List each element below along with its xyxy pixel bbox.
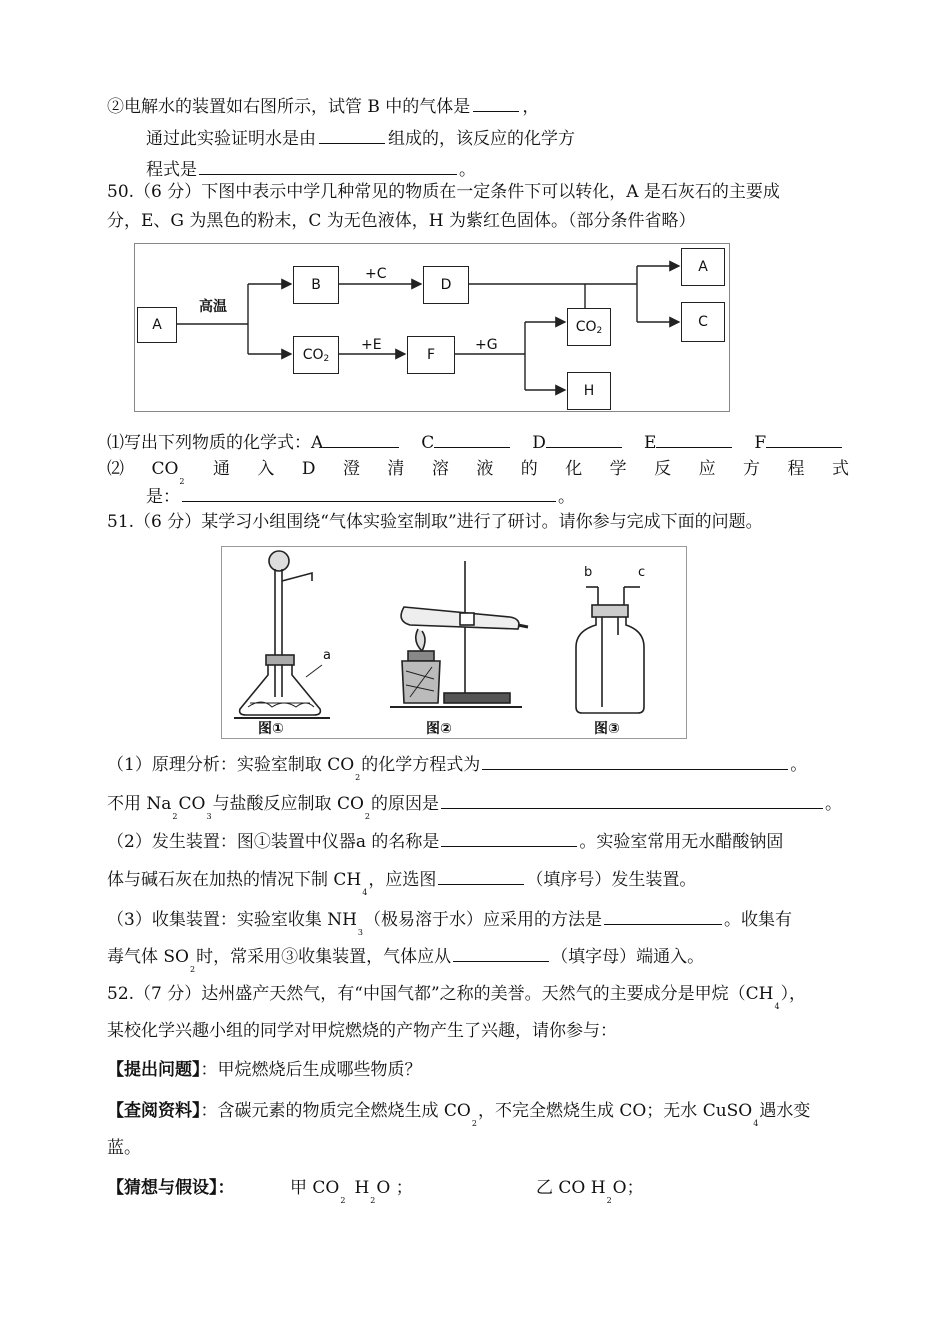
q50-line1: 50.（6 分）下图中表示中学几种常见的物质在一定条件下可以转化，A 是石灰石的主要成 [107,182,780,202]
q49-line2-end: 组成的，该反应的化学方 [388,129,575,149]
box-co2-second-sub: 2 [596,326,603,336]
q50-sub2-word: 入 [257,459,275,479]
blank-formula-f[interactable] [766,430,842,448]
blank-gas-b[interactable] [473,94,519,112]
blank-reason[interactable] [441,791,823,809]
box-f: F [407,336,455,374]
q49-line3-end: 。 [459,160,476,180]
q50-sub2-end-period: 。 [558,487,575,507]
q50-sub2-line [107,458,849,486]
q52-line4-sub2: 4 [753,1119,759,1128]
blank-formula-c[interactable] [434,430,510,448]
guess-yi-sub: 2 [606,1196,612,1205]
label-plus-e: +E [361,337,382,353]
label-port-b: b [584,565,593,580]
q52-line4-sub1: 2 [471,1119,477,1128]
q51-p4-text: 体与碱石灰在加热的情况下制 CH [107,870,362,890]
q50-sub1-d: D [532,433,546,453]
q51-p1-end: 。 [790,755,808,775]
q51-p4-text3: （填序号）发生装置。 [526,870,697,890]
box-co2-first [293,336,339,374]
q51-p4 [107,867,697,897]
q49-line2 [146,126,575,150]
q51-p2 [107,791,843,821]
box-a-output: A [681,248,725,286]
blank-port-letter[interactable] [453,944,549,962]
caption-fig1: 图① [258,721,284,737]
q49-line1-text: ②电解水的装置如右图所示，试管 B 中的气体是 [107,97,471,117]
q51-p1-sub: 2 [355,773,361,782]
label-plus-c: +C [365,266,387,282]
q51-p2-text: 不用 Na [107,794,172,814]
q52-line1-text: 52.（7 分）达州盛产天然气，有“中国气都”之称的美誉。天然气的主要成分是甲烷（CH [107,984,774,1004]
blank-co2-lab-equation[interactable] [482,752,788,770]
blank-instrument-name[interactable] [441,829,577,847]
guess-jia-sub1: 2 [340,1196,346,1205]
q52-line4-text3: 遇水变 [759,1101,811,1121]
q51-p2-text4: 的原因是 [371,794,440,814]
q51-p4-text2: ，应选图 [368,870,437,890]
blank-formula-e[interactable] [656,430,732,448]
q50-sub2-word: 反 [654,459,672,479]
blank-co2-equation[interactable] [182,484,556,502]
q51-p2-text3: 与盐酸反应制取 CO [212,794,364,814]
q52-line4-text2: ，不完全燃烧生成 CO；无水 CuSO [477,1101,753,1121]
label-port-c: c [638,565,646,580]
box-co2-second-text: CO [575,319,597,335]
q50-sub2-word: 澄 [342,459,360,479]
guess-jia [290,1177,413,1205]
q50-sub2-word: 学 [609,459,627,479]
q51-p2-text2: CO [178,794,206,814]
blank-equation[interactable] [199,157,457,175]
q51-p6-text2: 时，常采用③收集装置，气体应从 [196,947,452,967]
box-a-start: A [137,307,177,343]
q50-sub1-e: E [643,433,657,453]
apparatus-figure [221,546,687,739]
q52-line4 [107,1100,811,1128]
box-co2-first-sub: 2 [323,354,330,364]
guess-yi-text2: O； [612,1178,644,1198]
q52-line1 [107,983,807,1011]
q50-sub2-num: ⑵ [107,459,124,479]
q50-sub2-word: 方 [743,459,761,479]
q49-line3-text: 程式是 [146,160,197,180]
blank-collection-method[interactable] [604,907,722,925]
q50-sub2-word: D [301,459,316,479]
guess-jia-text3: O ； [376,1178,413,1198]
box-co2-first-text: CO [302,347,324,363]
q51-p6-sub: 2 [190,965,196,974]
guess-jia-text: 甲 CO [290,1178,340,1198]
q51-p2-end: 。 [825,794,843,814]
q51-p3-text: （2）发生装置：图①装置中仪器a 的名称是 [107,832,440,852]
q49-line1 [107,94,539,118]
q51-p5-text: （3）收集装置：实验室收集 NH [107,910,357,930]
q52-line1-end: ）， [780,984,807,1004]
caption-fig2: 图② [426,721,452,737]
q51-p3 [107,829,783,853]
q50-sub2-word: 通 [212,459,230,479]
q50-sub2-co2-sub: 2 [179,477,185,486]
q52-line5: 蓝。 [107,1138,141,1158]
q52-heading-reference: 【查阅资料】 [107,1101,201,1121]
q51-p1-text: （1）原理分析：实验室制取 CO [107,755,355,775]
q51-p5-text3: 。收集有 [724,910,793,930]
q50-sub2-word: 清 [387,459,405,479]
caption-fig3: 图③ [594,721,620,737]
q50-sub2-co: CO [151,459,179,479]
apparatus-drawing [222,547,686,738]
q49-line2-text: 通过此实验证明水是由 [146,129,316,149]
q50-sub1-lead: ⑴写出下列物质的化学式：A [107,433,324,453]
q51-p5 [107,907,793,937]
blank-water-composition[interactable] [319,126,385,144]
label-instrument-a: a [323,648,331,663]
q50-sub1-f: F [754,433,767,453]
q50-line2: 分，E、G 为黑色的粉末，C 为无色液体，H 为紫红色固体。（部分条件省略） [107,211,696,231]
q50-sub2-word: 的 [520,459,538,479]
blank-formula-a[interactable] [323,430,399,448]
box-d: D [423,266,469,304]
q50-sub2-word: 化 [565,459,583,479]
q52-line3 [107,1059,422,1081]
q50-sub2-word: 程 [787,459,805,479]
q50-sub2-word: 液 [476,459,494,479]
guess-jia-text2: H [354,1178,370,1198]
q52-line4-text: ：含碳元素的物质完全燃烧生成 CO [200,1101,471,1121]
q51-intro: 51.（6 分）某学习小组围绕“气体实验室制取”进行了研讨。请你参与完成下面的问题。 [107,512,763,532]
q51-p6-text: 毒气体 SO [107,947,189,967]
q51-p1 [107,752,808,782]
guess-yi [536,1177,644,1205]
q52-line3-body: ：甲烷燃烧后生成哪些物质？ [200,1060,422,1080]
q52-line1-sub: 4 [774,1002,780,1011]
q52-line6 [107,1177,235,1199]
guess-yi-text: 乙 CO H [536,1178,606,1198]
q51-p1-text2: 的化学方程式为 [361,755,481,775]
q50-sub2-word: 式 [831,459,849,479]
q51-p2-sub1: 2 [172,812,178,821]
q50-sub1-c: C [421,433,435,453]
q51-p3-text2: 。实验室常用无水醋酸钠固 [579,832,784,852]
label-plus-g: +G [475,337,498,353]
blank-formula-d[interactable] [546,430,622,448]
q49-line3 [146,157,476,181]
box-b: B [293,266,339,304]
q51-p5-text2: （极易溶于水）应采用的方法是 [364,910,603,930]
box-c-output: C [681,302,725,342]
blank-figure-number[interactable] [438,867,524,885]
q50-sub2-end-text: 是： [146,487,180,507]
q50-sub1 [107,430,842,454]
q50-sub2-co2 [151,458,185,486]
q52-line2: 某校化学兴趣小组的同学对甲烷燃烧的产物产生了兴趣，请你参与： [107,1021,617,1041]
q51-p6 [107,944,705,974]
label-heat: 高温 [199,299,227,315]
q49-line1-end: ， [522,97,540,117]
q50-sub2-word: 溶 [431,459,449,479]
q51-p5-sub: 3 [357,928,364,937]
box-co2-second [567,308,611,346]
box-h: H [567,372,611,410]
q52-heading-hypothesis: 【猜想与假设】 [107,1178,218,1198]
q51-p6-text3: （填字母）端通入。 [551,947,705,967]
q50-sub2-end [146,484,575,508]
q51-p2-sub3: 2 [364,812,371,821]
q51-p4-sub: 4 [362,888,368,897]
q51-p2-sub2: 3 [206,812,212,821]
q52-heading-question: 【提出问题】 [107,1060,201,1080]
guess-jia-sub2: 2 [370,1196,376,1205]
q52-heading-colon: ： [217,1178,235,1198]
q50-sub2-word: 应 [698,459,716,479]
flow-diagram [134,243,730,412]
